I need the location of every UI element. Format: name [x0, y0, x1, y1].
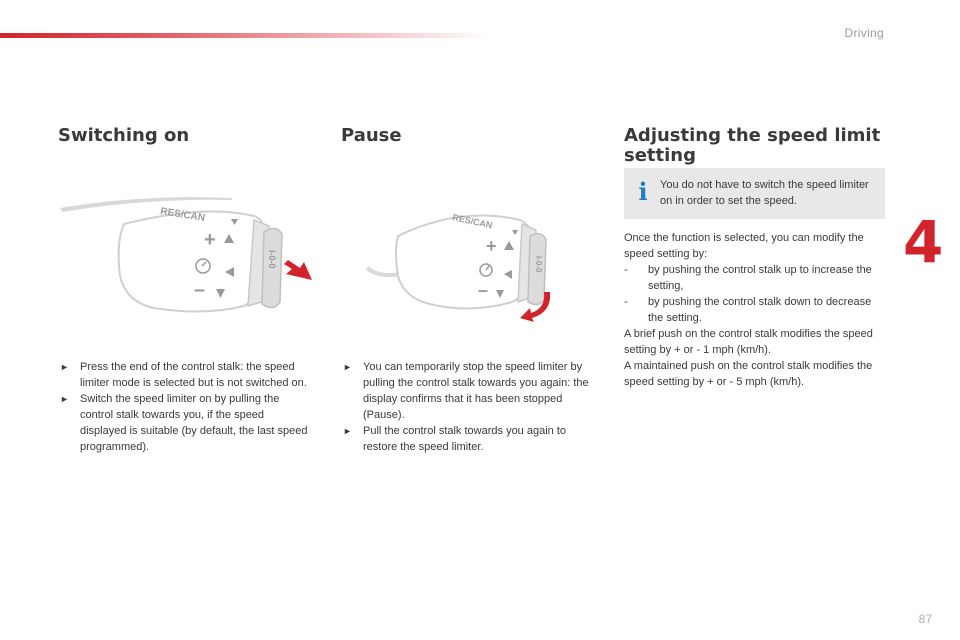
brief-push-text: A brief push on the control stalk modifies the speed setting by + or - 1 mph (km/h). — [624, 328, 873, 356]
adjusting-heading — [624, 126, 880, 166]
stalk-illustration-pause — [360, 206, 558, 330]
list-item: ► Switch the speed limiter on by pulling the control stalk towards you, if the speed displayed is suitable (by default, the last speed programmed). — [60, 393, 308, 453]
minus-symbol: – — [478, 280, 489, 300]
section-title: Driving — [844, 26, 884, 40]
plus-symbol: + — [486, 236, 497, 256]
maintained-push-text: A maintained push on the control stalk modifies the speed setting by + or - 5 mph (km/h). — [624, 360, 873, 388]
adjusting-text — [624, 230, 886, 390]
pause-heading: Pause — [341, 125, 402, 146]
adjusting-intro: Once the function is selected, you can modify the speed setting by: — [624, 232, 864, 260]
info-text: You do not have to switch the speed limiter on in order to set the speed. — [660, 179, 869, 207]
res-can-label: RES/CAN — [451, 212, 494, 231]
list-item: ► You can temporarily stop the speed limiter by pulling the control stalk towards you again: the display confirms that it has been stopped (Pause). — [343, 361, 589, 421]
res-can-label: RES/CAN — [159, 206, 206, 225]
adjusting-heading-line-2: setting — [624, 145, 696, 166]
list-item: ► Press the end of the control stalk: the speed limiter mode is selected but is not switched on. — [60, 361, 307, 389]
switching-on-text — [58, 359, 308, 455]
pause-text — [341, 359, 603, 455]
chapter-number: 4 — [903, 208, 944, 276]
plus-symbol: + — [204, 229, 216, 251]
adjusting-heading-line-1: Adjusting the speed limit — [624, 125, 881, 146]
list-item: - by pushing the control stalk up to increase the setting, — [624, 264, 872, 292]
minus-symbol: – — [194, 279, 206, 301]
page-number: 87 — [918, 612, 932, 626]
list-item: ► Pull the control stalk towards you again to restore the speed limiter. — [343, 425, 567, 453]
press-arrow-icon — [284, 260, 312, 280]
switching-on-heading: Switching on — [58, 125, 190, 146]
stalk-end-label: I-0-0 — [267, 250, 277, 269]
info-box — [624, 168, 885, 219]
list-item: - by pushing the control stalk down to decrease the setting. — [624, 296, 872, 324]
info-icon: i — [638, 177, 648, 206]
stalk-illustration-switch-on — [54, 192, 316, 320]
stalk-end-label: I-0-0 — [534, 256, 543, 273]
header-accent-bar — [0, 33, 490, 38]
